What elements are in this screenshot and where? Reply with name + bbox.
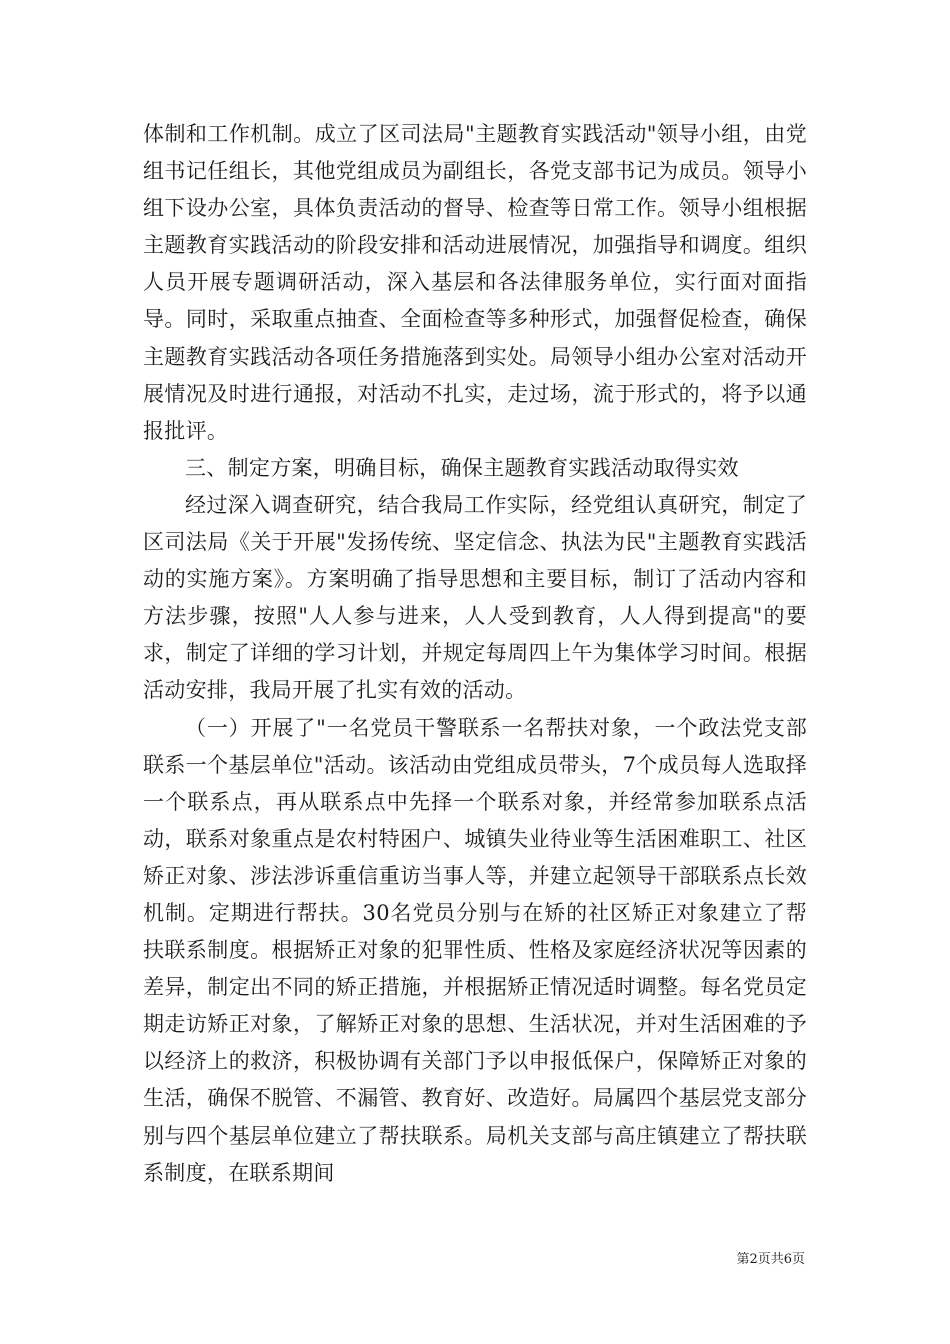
paragraph-plan: 经过深入调查研究，结合我局工作实际，经党组认真研究，制定了区司法局《关于开展"发扬传统、坚定信念、执法为民"主题教育实践活动的实施方案》。方案明确了指导思想和主要目标，制订了活动内容和方法步骤，按照"人人参与进来，人人受到教育，人人得到提高"的要求，制定了详细的学习计划，并规定每周四上午为集体学习时间。根据活动安排，我局开展了扎实有效的活动。: [143, 492, 807, 703]
body-text: [143, 116, 807, 1192]
paragraph-continuation: 体制和工作机制。成立了区司法局"主题教育实践活动"领导小组，由党组书记任组长，其他党组成员为副组长，各党支部书记为成员。领导小组下设办公室，具体负责活动的督导、检查等日常工作。领导小组根据主题教育实践活动的阶段安排和活动进展情况，加强指导和调度。组织人员开展专题调研活动，深入基层和各法律服务单位，实行面对面指导。同时，采取重点抽查、全面检查等多种形式，加强督促检查，确保主题教育实践活动各项任务措施落到实处。局领导小组办公室对活动开展情况及时进行通报，对活动不扎实，走过场，流于形式的，将予以通报批评。: [143, 122, 807, 443]
page-number-footer: 第2页共6页: [736, 1252, 805, 1267]
paragraph-activity-one: （一）开展了"一名党员干警联系一名帮扶对象，一个政法党支部联系一个基层单位"活动。该活动由党组成员带头，7个成员每人选取择一个联系点，再从联系点中先择一个联系对象，并经常参加联系点活动，联系对象重点是农村特困户、城镇失业待业等生活困难职工、社区矫正对象、涉法涉诉重信重访当事人等，并建立起领导干部联系点长效机制。定期进行帮扶。30名党员分别与在矫的社区矫正对象建立了帮扶联系制度。根据矫正对象的犯罪性质、性格及家庭经济状况等因素的差异，制定出不同的矫正措施，并根据矫正情况适时调整。每名党员定期走访矫正对象，了解矫正对象的思想、生活状况，并对生活困难的予以经济上的救济，积极协调有关部门予以申报低保户，保障矫正对象的生活，确保不脱管、不漏管、教育好、改造好。局属四个基层党支部分别与四个基层单位建立了帮扶联系。局机关支部与高庄镇建立了帮扶联系制度，在联系期间: [143, 715, 807, 1185]
section-heading-three: 三、制定方案，明确目标，确保主题教育实践活动取得实效: [185, 455, 739, 480]
